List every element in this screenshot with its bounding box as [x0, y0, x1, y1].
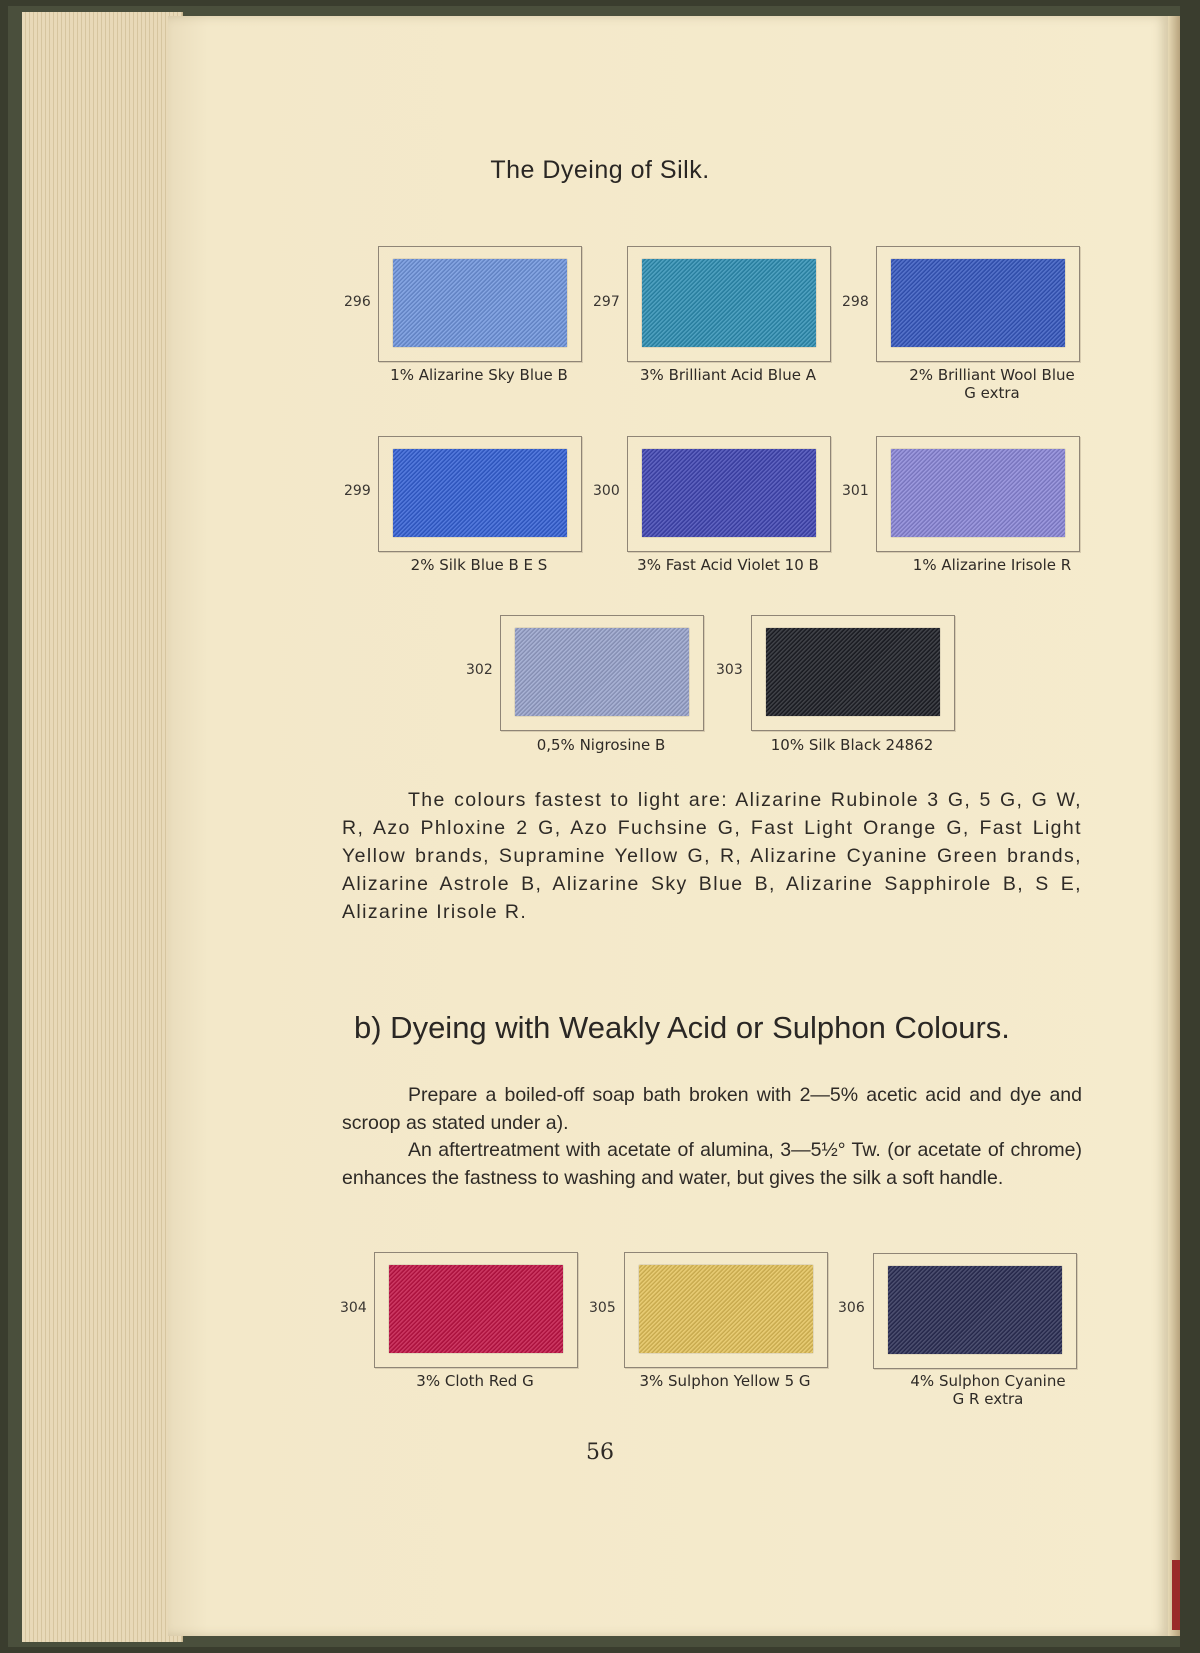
sample-label: 3% Brilliant Acid Blue A — [640, 366, 816, 384]
sample-card — [624, 1252, 828, 1368]
sample-swatch — [766, 628, 940, 716]
sample-label-line2: G R extra — [952, 1390, 1024, 1408]
ribbon-mark — [1172, 1560, 1180, 1630]
sample-number: 300 — [593, 483, 620, 499]
sample-card — [374, 1252, 578, 1368]
paragraph-1: Prepare a boiled-off soap bath broken with 2—5% acetic acid and dye and scroop as stated under a). — [342, 1084, 1082, 1134]
sample-card — [627, 246, 831, 362]
sample-label: 0,5% Nigrosine B — [536, 736, 666, 754]
sample-number: 297 — [593, 294, 620, 310]
sample-card — [876, 246, 1080, 362]
sample-number: 299 — [344, 483, 371, 499]
sample-label: 3% Fast Acid Violet 10 B — [637, 556, 819, 574]
page-stack — [22, 12, 183, 1642]
fastness-paragraph — [342, 786, 1082, 926]
sample-swatch — [393, 449, 567, 537]
sample-card — [378, 436, 582, 552]
sample-number: 301 — [842, 483, 869, 499]
page-edge — [1168, 16, 1180, 1636]
sample-label: 2% Brilliant Wool Blue — [909, 366, 1075, 384]
sample-number: 304 — [340, 1300, 367, 1316]
sample-swatch — [389, 1265, 563, 1353]
sample-number: 302 — [466, 662, 493, 678]
sample-number: 306 — [838, 1300, 865, 1316]
sample-card — [627, 436, 831, 552]
fastness-text: The colours fastest to light are: Alizarine Rubinole 3 G, 5 G, G W, R, Azo Phloxine 2 G, Azo Fuchsine G, Fast Light Orange G, Fast Light Yellow brands, Supramine Yellow G, R, Alizarine Cyanine Green brands, Alizarine Astrole B, Alizarine Sky Blue B, Alizarine Sapphirole B, S E, Alizarine Irisole R. — [342, 789, 1082, 923]
sample-swatch — [891, 449, 1065, 537]
sample-number: 303 — [716, 662, 743, 678]
sample-card — [378, 246, 582, 362]
sample-swatch — [642, 449, 816, 537]
page-number: 56 — [586, 1440, 614, 1465]
sample-label: 4% Sulphon Cyanine — [910, 1372, 1066, 1390]
sample-label-line2: G extra — [964, 384, 1020, 402]
sample-swatch — [642, 259, 816, 347]
sample-swatch — [515, 628, 689, 716]
sample-label: 1% Alizarine Irisole R — [912, 556, 1072, 574]
paragraph-2: An aftertreatment with acetate of alumina, 3—5½° Tw. (or acetate of chrome) enhances the fastness to washing and water, but gives the silk a soft handle. — [342, 1139, 1082, 1189]
sample-card — [500, 615, 704, 731]
sample-card — [876, 436, 1080, 552]
sample-swatch — [639, 1265, 813, 1353]
sample-label: 3% Cloth Red G — [416, 1372, 534, 1390]
sample-card — [751, 615, 955, 731]
sample-swatch — [891, 259, 1065, 347]
sample-number: 305 — [589, 1300, 616, 1316]
sample-swatch — [888, 1266, 1062, 1354]
sample-number: 296 — [344, 294, 371, 310]
sample-swatch — [393, 259, 567, 347]
sample-card — [873, 1253, 1077, 1369]
sample-label: 10% Silk Black 24862 — [770, 736, 934, 754]
section-heading: b) Dyeing with Weakly Acid or Sulphon Colours. — [354, 1010, 1010, 1045]
sample-number: 298 — [842, 294, 869, 310]
sample-label: 2% Silk Blue B E S — [410, 556, 548, 574]
sample-label: 1% Alizarine Sky Blue B — [390, 366, 568, 384]
page-title: The Dyeing of Silk. — [490, 156, 710, 184]
sample-label: 3% Sulphon Yellow 5 G — [639, 1372, 811, 1390]
